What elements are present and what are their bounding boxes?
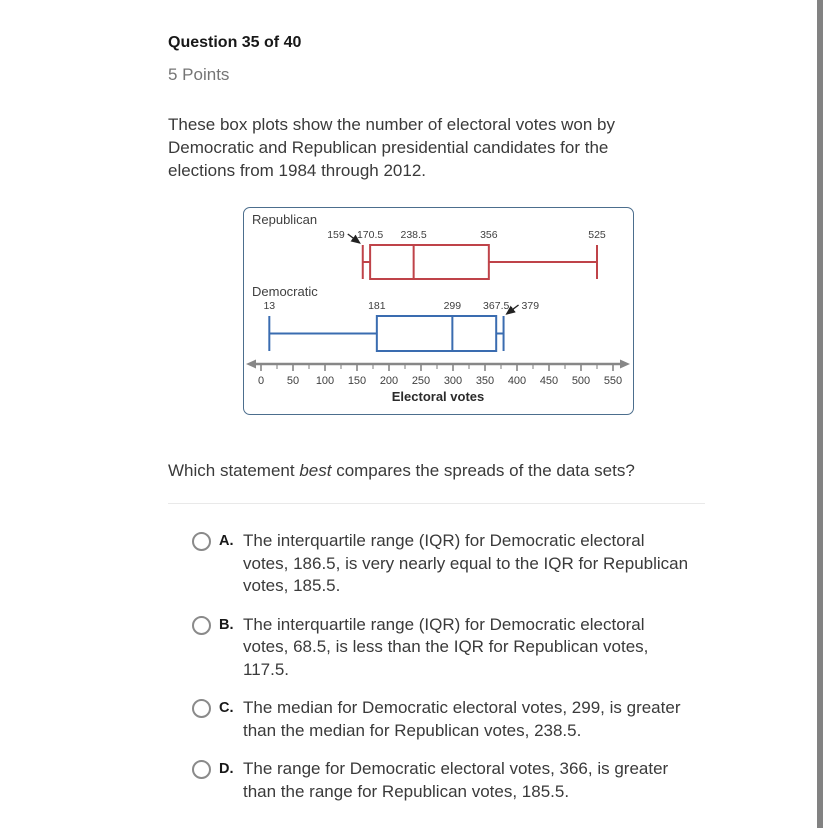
question-panel (168, 34, 713, 819)
axis-tick-label: 0 (257, 375, 265, 387)
boxplot-svg (244, 208, 632, 413)
stat-label: 238.5 (400, 229, 427, 241)
option-d[interactable] (192, 758, 713, 803)
points-label: 5 Points (168, 65, 230, 84)
option-d-radio[interactable] (192, 760, 211, 779)
option-a-letter: A. (219, 533, 234, 549)
option-c-text: The median for Democratic electoral votes, 299, is greater than the median for Republican votes, 238.5. (243, 698, 681, 740)
axis-tick-label: 400 (507, 375, 527, 387)
option-a-radio[interactable] (192, 532, 211, 551)
option-c-letter: C. (219, 700, 234, 716)
question-text-suffix: compares the spreads of the data sets? (331, 461, 635, 480)
axis-tick-label: 550 (603, 375, 623, 387)
iqr-box (377, 316, 496, 351)
divider (168, 503, 705, 504)
stat-label: 356 (480, 229, 498, 241)
option-a[interactable] (192, 530, 713, 598)
stat-label: 525 (588, 229, 606, 241)
axis-tick-label: 50 (286, 375, 300, 387)
boxplot-figure (243, 207, 634, 415)
question-intro: These box plots show the number of electoral votes won by Democratic and Republican presidential candidates for the elections from 1984 through 2012. (168, 115, 615, 180)
option-b-letter: B. (219, 616, 234, 633)
axis-tick-label: 450 (539, 375, 559, 387)
series-label: Republican (252, 212, 318, 227)
option-b[interactable] (192, 614, 713, 682)
axis-arrow-right (620, 360, 630, 369)
stat-label: 299 (443, 300, 462, 312)
question-text-emphasis: best (299, 461, 332, 480)
option-d-letter: D. (219, 761, 234, 777)
option-c-radio[interactable] (192, 699, 211, 718)
stat-callout-label: 379 (521, 300, 540, 312)
axis-tick-label: 300 (443, 375, 463, 387)
iqr-box (370, 245, 489, 279)
axis-arrow-left (246, 360, 256, 369)
option-c[interactable] (192, 697, 713, 742)
axis-tick-label: 350 (475, 375, 495, 387)
question-text (168, 461, 713, 481)
axis-tick-label: 500 (571, 375, 591, 387)
series-label: Democratic (252, 284, 318, 299)
option-b-radio[interactable] (192, 616, 211, 635)
axis-title: Electoral votes (391, 389, 485, 404)
question-number: Question 35 of 40 (168, 34, 302, 51)
axis-tick-label: 100 (315, 375, 335, 387)
stat-label: 13 (263, 300, 276, 312)
answer-options (192, 530, 713, 803)
axis-tick-label: 250 (411, 375, 431, 387)
question-text-prefix: Which statement (168, 461, 300, 480)
stat-callout-label: 159 (327, 229, 345, 241)
scrollbar[interactable] (817, 0, 823, 828)
option-a-text: The interquartile range (IQR) for Democratic electoral votes, 186.5, is very nearly equal to the IQR for Republican votes, 185.5. (243, 531, 689, 595)
option-d-text: The range for Democratic electoral votes, 366, is greater than the range for Republican votes, 185.5. (243, 759, 669, 801)
option-b-text: The interquartile range (IQR) for Democratic electoral votes, 68.5, is less than the IQR for Republican votes, 117.5. (243, 614, 649, 679)
stat-label: 170.5 (356, 229, 384, 241)
axis-tick-label: 200 (379, 375, 399, 387)
axis-tick-label: 150 (347, 375, 367, 387)
stat-label: 367.5 (483, 300, 510, 312)
stat-label: 181 (368, 300, 386, 312)
